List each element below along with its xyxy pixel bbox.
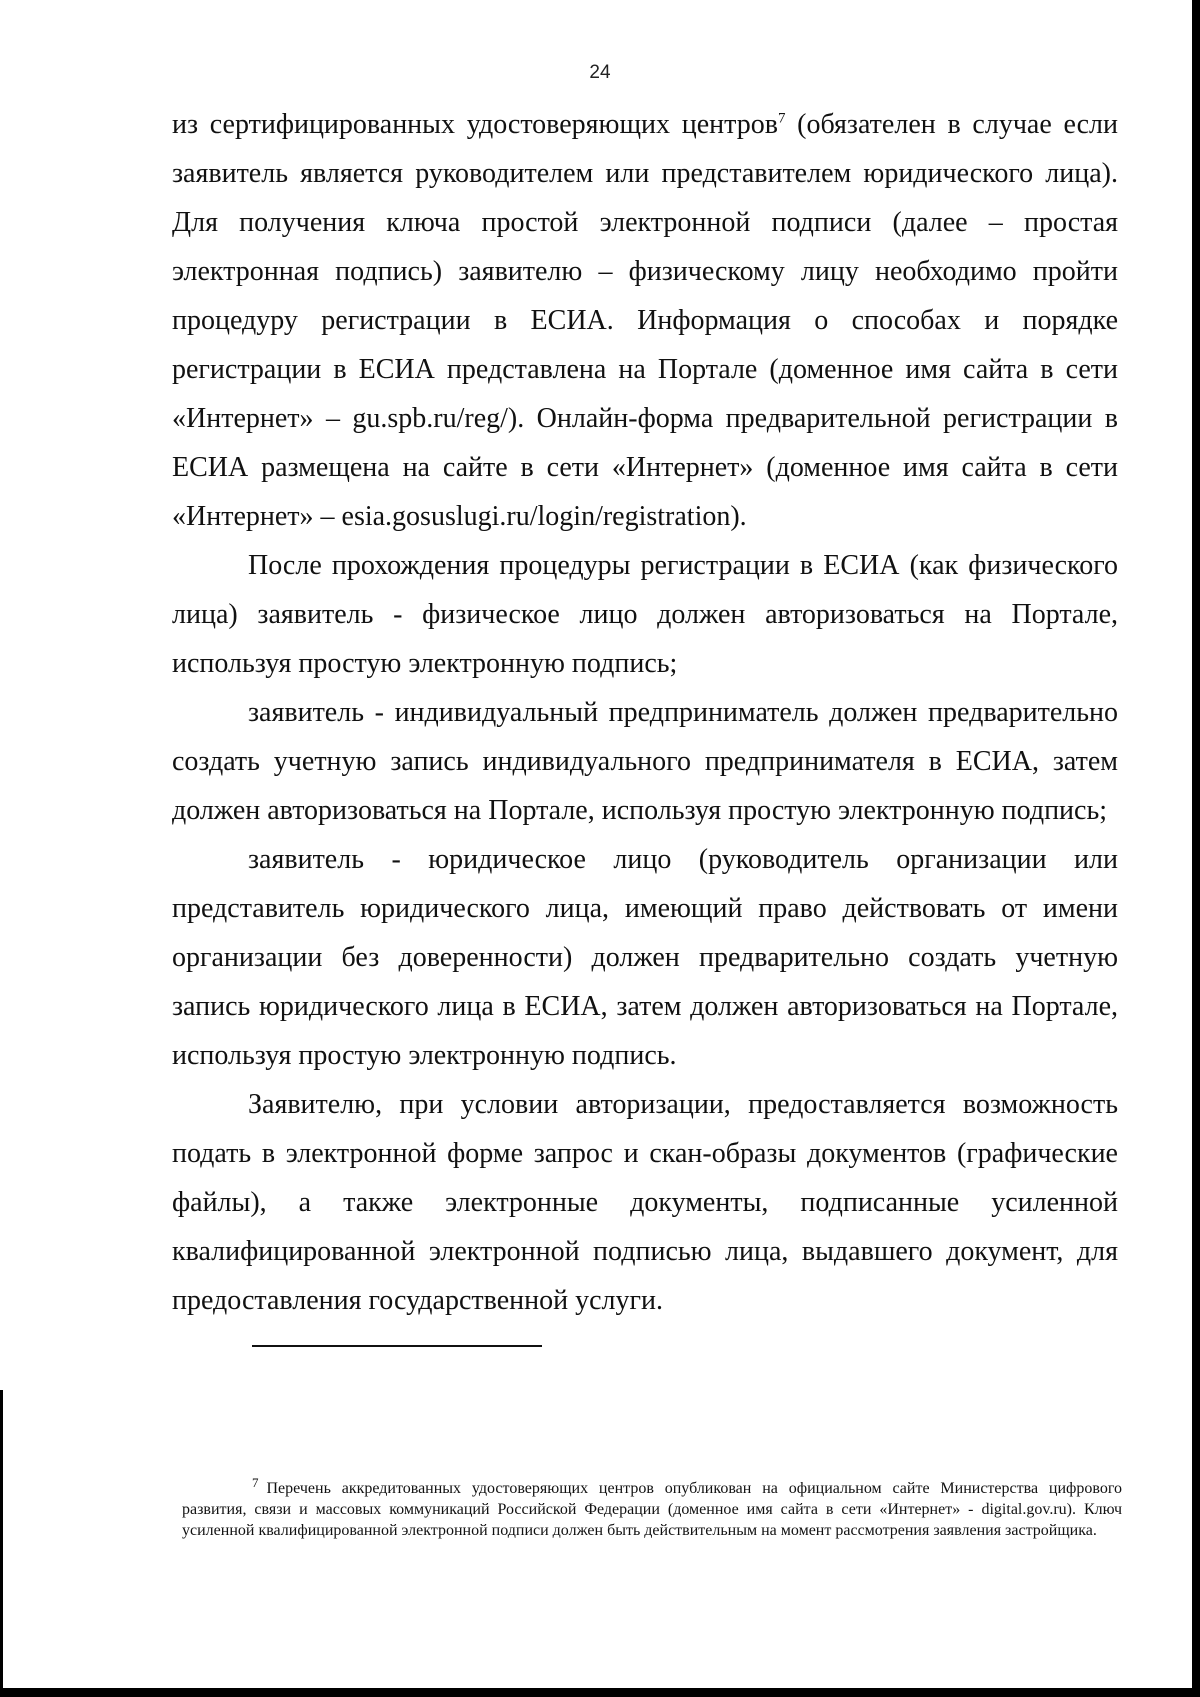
paragraph-3: заявитель - индивидуальный предприниматель должен предварительно создать учетную запись индивидуального предпринимателя в ЕСИА, затем должен авторизоваться на Портале, используя простую электронную подпись; <box>172 697 1118 826</box>
page-number: 24 <box>589 62 611 83</box>
scan-border-left <box>0 1390 3 1697</box>
paragraph-2: После прохождения процедуры регистрации в ЕСИА (как физического лица) заявитель - физическое лицо должен авторизоваться на Портале, используя простую электронную подпись; <box>172 550 1118 679</box>
paragraph-1-text-end: (обязателен в случае если заявитель является руководителем или представителем юридического лица). Для получения ключа простой электронной подписи (далее – простая электронная подпись) заявителю – физическому лицу необходимо пройти процедуру регистрации в ЕСИА. Информация о способах и порядке регистрации в ЕСИА представлена на Портале (доменное имя сайта в сети «Интернет» – gu.spb.ru/reg/). Онлайн-форма предварительной регистрации в ЕСИА размещена на сайте в сети «Интернет» (доменное имя сайта в сети «Интернет» – esia.gosuslugi.ru/login/registration). <box>172 109 1118 532</box>
scan-border-right <box>1192 0 1200 1697</box>
paragraph-1-text-start: из сертифицированных удостоверяющих центров <box>172 109 778 140</box>
paragraph-1 <box>172 100 1118 541</box>
footnote-marker: 7 <box>252 1474 259 1490</box>
footnote-reference: 7 <box>777 110 786 127</box>
scan-border-bottom <box>0 1688 1200 1697</box>
footnote <box>182 1474 1122 1541</box>
footnote-text: Перечень аккредитованных удостоверяющих центров опубликован на официальном сайте Министерства цифрового развития, связи и массовых коммуникаций Российской Федерации (доменное имя сайта в сети «Интернет» - digital.gov.ru). Ключ усиленной квалифицированной электронной подписи должен быть действительным на момент рассмотрения заявления застройщика. <box>182 1480 1122 1539</box>
document-body <box>172 100 1118 1325</box>
footnote-separator <box>252 1345 542 1347</box>
paragraph-4: заявитель - юридическое лицо (руководитель организации или представитель юридического лица, имеющий право действовать от имени организации без доверенности) должен предварительно создать учетную запись юридического лица в ЕСИА, затем должен авторизоваться на Портале, используя простую электронную подпись. <box>172 844 1118 1071</box>
paragraph-5: Заявителю, при условии авторизации, предоставляется возможность подать в электронной форме запрос и скан-образы документов (графические файлы), а также электронные документы, подписанные усиленной квалифицированной электронной подписью лица, выдавшего документ, для предоставления государственной услуги. <box>172 1089 1118 1316</box>
